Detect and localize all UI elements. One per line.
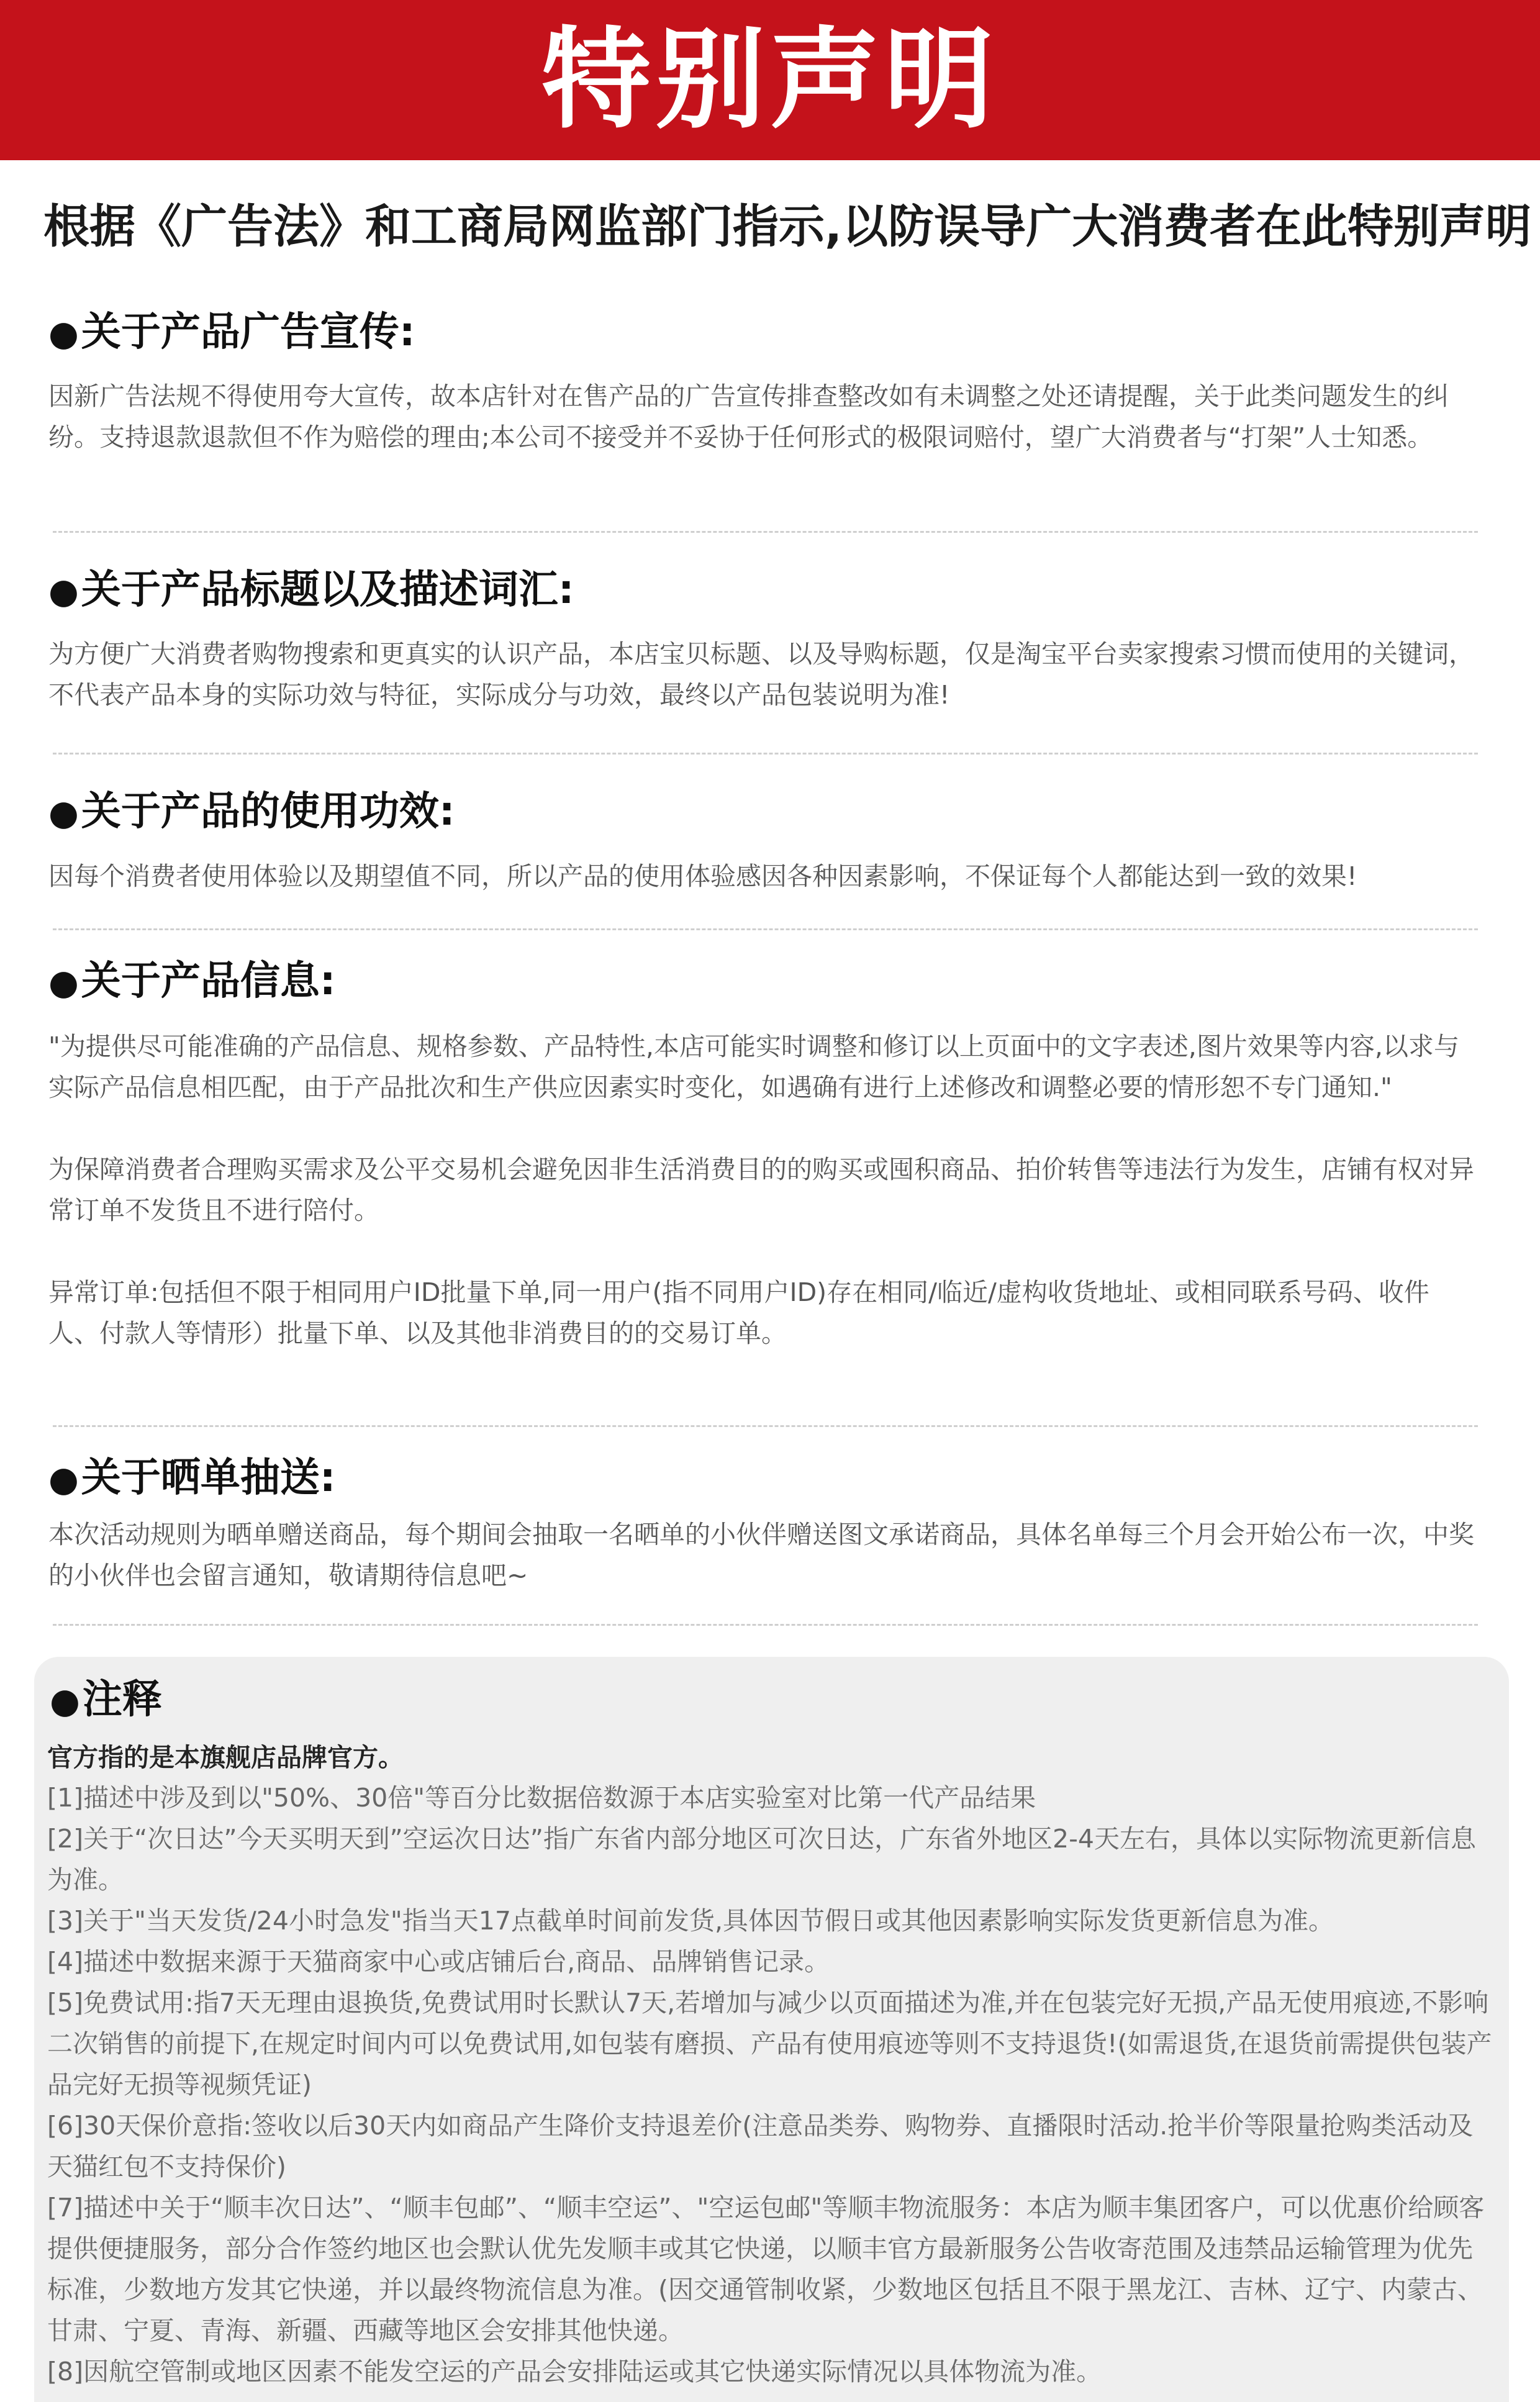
bullet-icon: ● [48,963,79,1003]
section-title: 关于晒单抽送: [81,1455,336,1501]
section-body-review-giveaway [48,1514,1477,1596]
notes-title: 注释 [82,1677,162,1723]
section-title: 关于产品的使用功效: [81,789,455,835]
bullet-icon: ● [50,1681,80,1721]
dashed-divider [53,531,1478,533]
bullet-icon: ● [48,314,79,354]
dashed-divider [53,753,1478,755]
note-item: [1]描述中涉及到以"50%、30倍"等百分比数据倍数源于本店实验室对比第一代产品结果 [47,1783,1036,1813]
section-body-advertising [48,376,1477,458]
section-body-title-wording [48,633,1477,715]
notes-list [47,1777,1494,2392]
note-item: [7]描述中关于“顺丰次日达”、“顺丰包邮”、“顺丰空运”、"空运包邮"等顺丰物流服务：本店为顺丰集团客户，可以优惠价给顾客提供便捷服务，部分合作签约地区也会默认优先发顺丰或其它快递，以顺丰官方最新服务公告收寄范围及违禁品运输管理为优先标准，少数地方发其它快递，并以最终物流信息为准。(因交通管制收紧，少数地区包括且不限于黑龙江、吉林、辽宁、内蒙古、甘肃、宁夏、青海、新疆、西藏等地区会安排其他快递。 [47,2193,1485,2345]
note-item: [4]描述中数据来源于天猫商家中心或店铺后台,商品、品牌销售记录。 [47,1947,830,1977]
dashed-divider [53,1425,1478,1427]
section-body-efficacy [48,856,1477,897]
dashed-divider [53,928,1478,930]
section-heading-advertising [48,310,415,354]
note-item: [2]关于“次日达”今天买明天到”空运次日达”指广东省内部分地区可次日达，广东省外地区2-4天左右，具体以实际物流更新信息为准。 [47,1824,1476,1895]
section-heading-review-giveaway [48,1456,335,1500]
banner-title: 特别声明 [541,16,999,143]
paragraph: 为保障消费者合理购买需求及公平交易机会避免因非生活消费目的的购买或囤积商品、拍价转售等违法行为发生，店铺有权对异常订单不发货且不进行陪付。 [48,1154,1474,1225]
paragraph: 因新广告法规不得使用夸大宣传，故本店针对在售产品的广告宣传排查整改如有未调整之处还请提醒，关于此类问题发生的纠纷。支持退款退款但不作为赔偿的理由;本公司不接受并不妥协于任何形式的极限词赔付，望广大消费者与“打架”人士知悉。 [48,381,1449,452]
paragraph: 为方便广大消费者购物搜索和更真实的认识产品，本店宝贝标题、以及导购标题，仅是淘宝平台卖家搜索习惯而使用的关键词，不代表产品本身的实际功效与特征，实际成分与功效，最终以产品包装说明为准! [48,639,1474,710]
paragraph: "为提供尽可能准确的产品信息、规格参数、产品特性,本店可能实时调整和修订以上页面中的文字表述,图片效果等内容,以求与实际产品信息相匹配，由于产品批次和生产供应因素实时变化，如遇确有进行上述修改和调整必要的情形恕不专门通知." [48,1031,1459,1102]
section-title: 关于产品广告宣传: [81,309,415,355]
notes-heading [50,1678,162,1721]
notes-subtitle: 官方指的是本旗舰店品牌官方。 [47,1743,404,1772]
section-body-product-info [48,1026,1477,1354]
paragraph: 本次活动规则为晒单赠送商品，每个期间会抽取一名晒单的小伙伴赠送图文承诺商品，具体名单每三个月会开始公布一次，中奖的小伙伴也会留言通知，敬请期待信息吧~ [48,1520,1474,1590]
paragraph: 因每个消费者使用体验以及期望值不同，所以产品的使用体验感因各种因素影响，不保证每个人都能达到一致的效果! [48,861,1357,891]
section-heading-title-wording [48,568,574,612]
section-heading-efficacy [48,790,455,833]
section-title: 关于产品标题以及描述词汇: [81,567,574,613]
header-banner [0,0,1540,160]
bullet-icon: ● [48,793,79,833]
note-item: [5]免费试用:指7天无理由退换货,免费试用时长默认7天,若增加与减少以页面描述为准,并在包装完好无损,产品无使用痕迹,不影响二次销售的前提下,在规定时间内可以免费试用,如包装有磨损、产品有使用痕迹等则不支持退货!(如需退货,在退货前需提供包装产品完好无损等视频凭证) [47,1988,1492,2100]
note-item: [6]30天保价意指:签收以后30天内如商品产生降价支持退差价(注意品类券、购物券、直播限时活动.抢半价等限量抢购类活动及天猫红包不支持保价) [47,2111,1474,2182]
paragraph: 异常订单:包括但不限于相同用户ID批量下单,同一用户(指不同用户ID)存在相同/临近/虚构收货地址、或相同联系号码、收件人、付款人等情形）批量下单、以及其他非消费目的的交易订单。 [48,1277,1429,1348]
note-item: [8]因航空管制或地区因素不能发空运的产品会安排陆运或其它快递实际情况以具体物流为准。 [47,2357,1102,2386]
bullet-icon: ● [48,571,79,612]
section-heading-product-info [48,959,335,1003]
intro-statement: 根据《广告法》和工商局网监部门指示,以防误导广大消费者在此特别声明 [43,200,1532,253]
note-item: [3]关于"当天发货/24小时急发"指当天17点截单时间前发货,具体因节假日或其他因素影响实际发货更新信息为准。 [47,1906,1334,1936]
dashed-divider [53,1624,1478,1626]
bullet-icon: ● [48,1459,79,1500]
section-title: 关于产品信息: [81,958,336,1004]
